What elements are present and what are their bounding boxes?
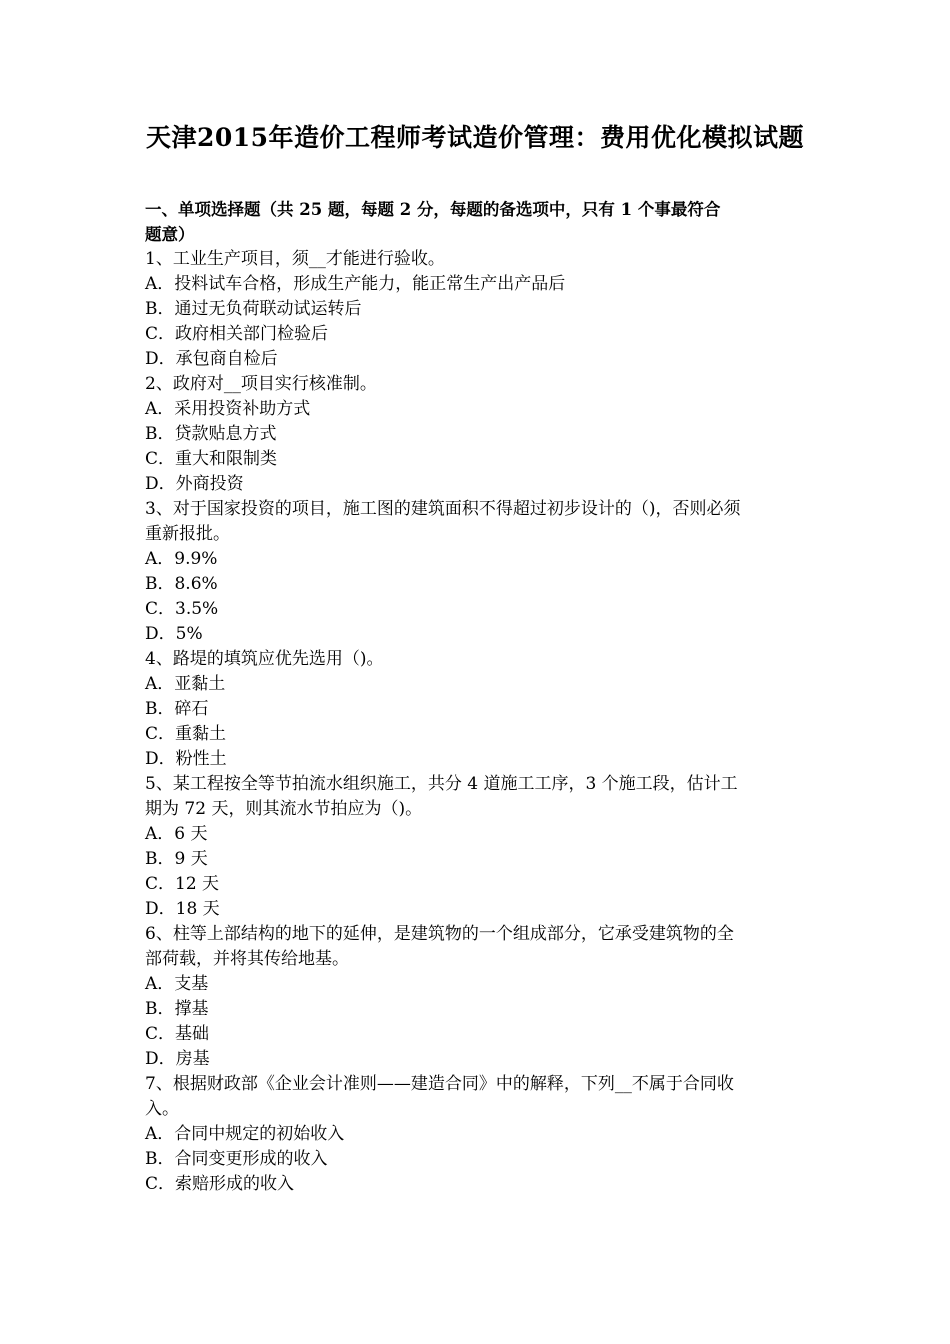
question-stem-line: 期为 72 天，则其流水节拍应为（)。 xyxy=(145,799,423,819)
answer-option: B．合同变更形成的收入 xyxy=(145,1149,328,1169)
question-list xyxy=(145,247,810,1197)
question-stem-line: 6、柱等上部结构的地下的延伸，是建筑物的一个组成部分，它承受建筑物的全 xyxy=(145,924,734,944)
question-stem xyxy=(145,647,810,672)
section-heading-line: 一、单项选择题（共 25 题，每题 2 分，每题的备选项中，只有 1 个事最符合 xyxy=(145,200,721,219)
question-stem-line: 部荷载，并将其传给地基。 xyxy=(145,949,349,969)
question-block xyxy=(145,247,810,372)
question-stem xyxy=(145,497,810,547)
answer-option: B．通过无负荷联动试运转后 xyxy=(145,299,362,319)
answer-option: A．投料试车合格，形成生产能力，能正常生产出产品后 xyxy=(145,274,566,294)
question-block xyxy=(145,922,810,1072)
section-heading-line: 题意） xyxy=(145,225,195,244)
answer-option: C．基础 xyxy=(145,1024,210,1044)
answer-option: A．9.9% xyxy=(145,549,218,569)
answer-option: A．合同中规定的初始收入 xyxy=(145,1124,345,1144)
question-block xyxy=(145,372,810,497)
page-title: 天津2015年造价工程师考试造价管理：费用优化模拟试题 xyxy=(145,123,805,152)
answer-option: B．碎石 xyxy=(145,699,209,719)
question-stem xyxy=(145,247,810,272)
section-heading xyxy=(145,197,810,247)
question-stem-line: 3、对于国家投资的项目，施工图的建筑面积不得超过初步设计的（)，否则必须 xyxy=(145,499,741,519)
question-stem-line: 入。 xyxy=(145,1099,179,1119)
document-body xyxy=(145,197,810,1197)
answer-option: D．房基 xyxy=(145,1049,210,1069)
answer-option: A．支基 xyxy=(145,974,209,994)
question-stem xyxy=(145,1072,810,1122)
answer-option: D．粉性土 xyxy=(145,749,227,769)
answer-option: B．撑基 xyxy=(145,999,209,1019)
answer-option: C．3.5% xyxy=(145,599,219,619)
answer-option: A．6 天 xyxy=(145,824,208,844)
question-stem xyxy=(145,372,810,397)
answer-option: C．重黏土 xyxy=(145,724,227,744)
question-stem-line: 4、路堤的填筑应优先选用（)。 xyxy=(145,649,384,669)
answer-option: A．采用投资补助方式 xyxy=(145,399,311,419)
question-stem xyxy=(145,922,810,972)
question-block xyxy=(145,497,810,647)
answer-option: C．重大和限制类 xyxy=(145,449,278,469)
answer-option: B．8.6% xyxy=(145,574,218,594)
answer-option: A．亚黏土 xyxy=(145,674,226,694)
question-stem-line: 重新报批。 xyxy=(145,524,230,544)
question-block xyxy=(145,647,810,772)
answer-option: D．外商投资 xyxy=(145,474,244,494)
question-stem xyxy=(145,772,810,822)
answer-option: D．5% xyxy=(145,624,203,644)
answer-option: D．承包商自检后 xyxy=(145,349,278,369)
question-stem-line: 2、政府对__项目实行核准制。 xyxy=(145,374,377,394)
answer-option: C．索赔形成的收入 xyxy=(145,1174,295,1194)
answer-option: C．12 天 xyxy=(145,874,220,894)
question-stem-line: 1、工业生产项目，须__才能进行验收。 xyxy=(145,249,445,269)
question-stem-line: 5、某工程按全等节拍流水组织施工，共分 4 道施工工序，3 个施工段，估计工 xyxy=(145,774,738,794)
question-block xyxy=(145,1072,810,1197)
question-stem-line: 7、根据财政部《企业会计准则——建造合同》中的解释，下列__不属于合同收 xyxy=(145,1074,734,1094)
answer-option: B．贷款贴息方式 xyxy=(145,424,277,444)
answer-option: D．18 天 xyxy=(145,899,220,919)
answer-option: C．政府相关部门检验后 xyxy=(145,324,329,344)
answer-option: B．9 天 xyxy=(145,849,208,869)
question-block xyxy=(145,772,810,922)
